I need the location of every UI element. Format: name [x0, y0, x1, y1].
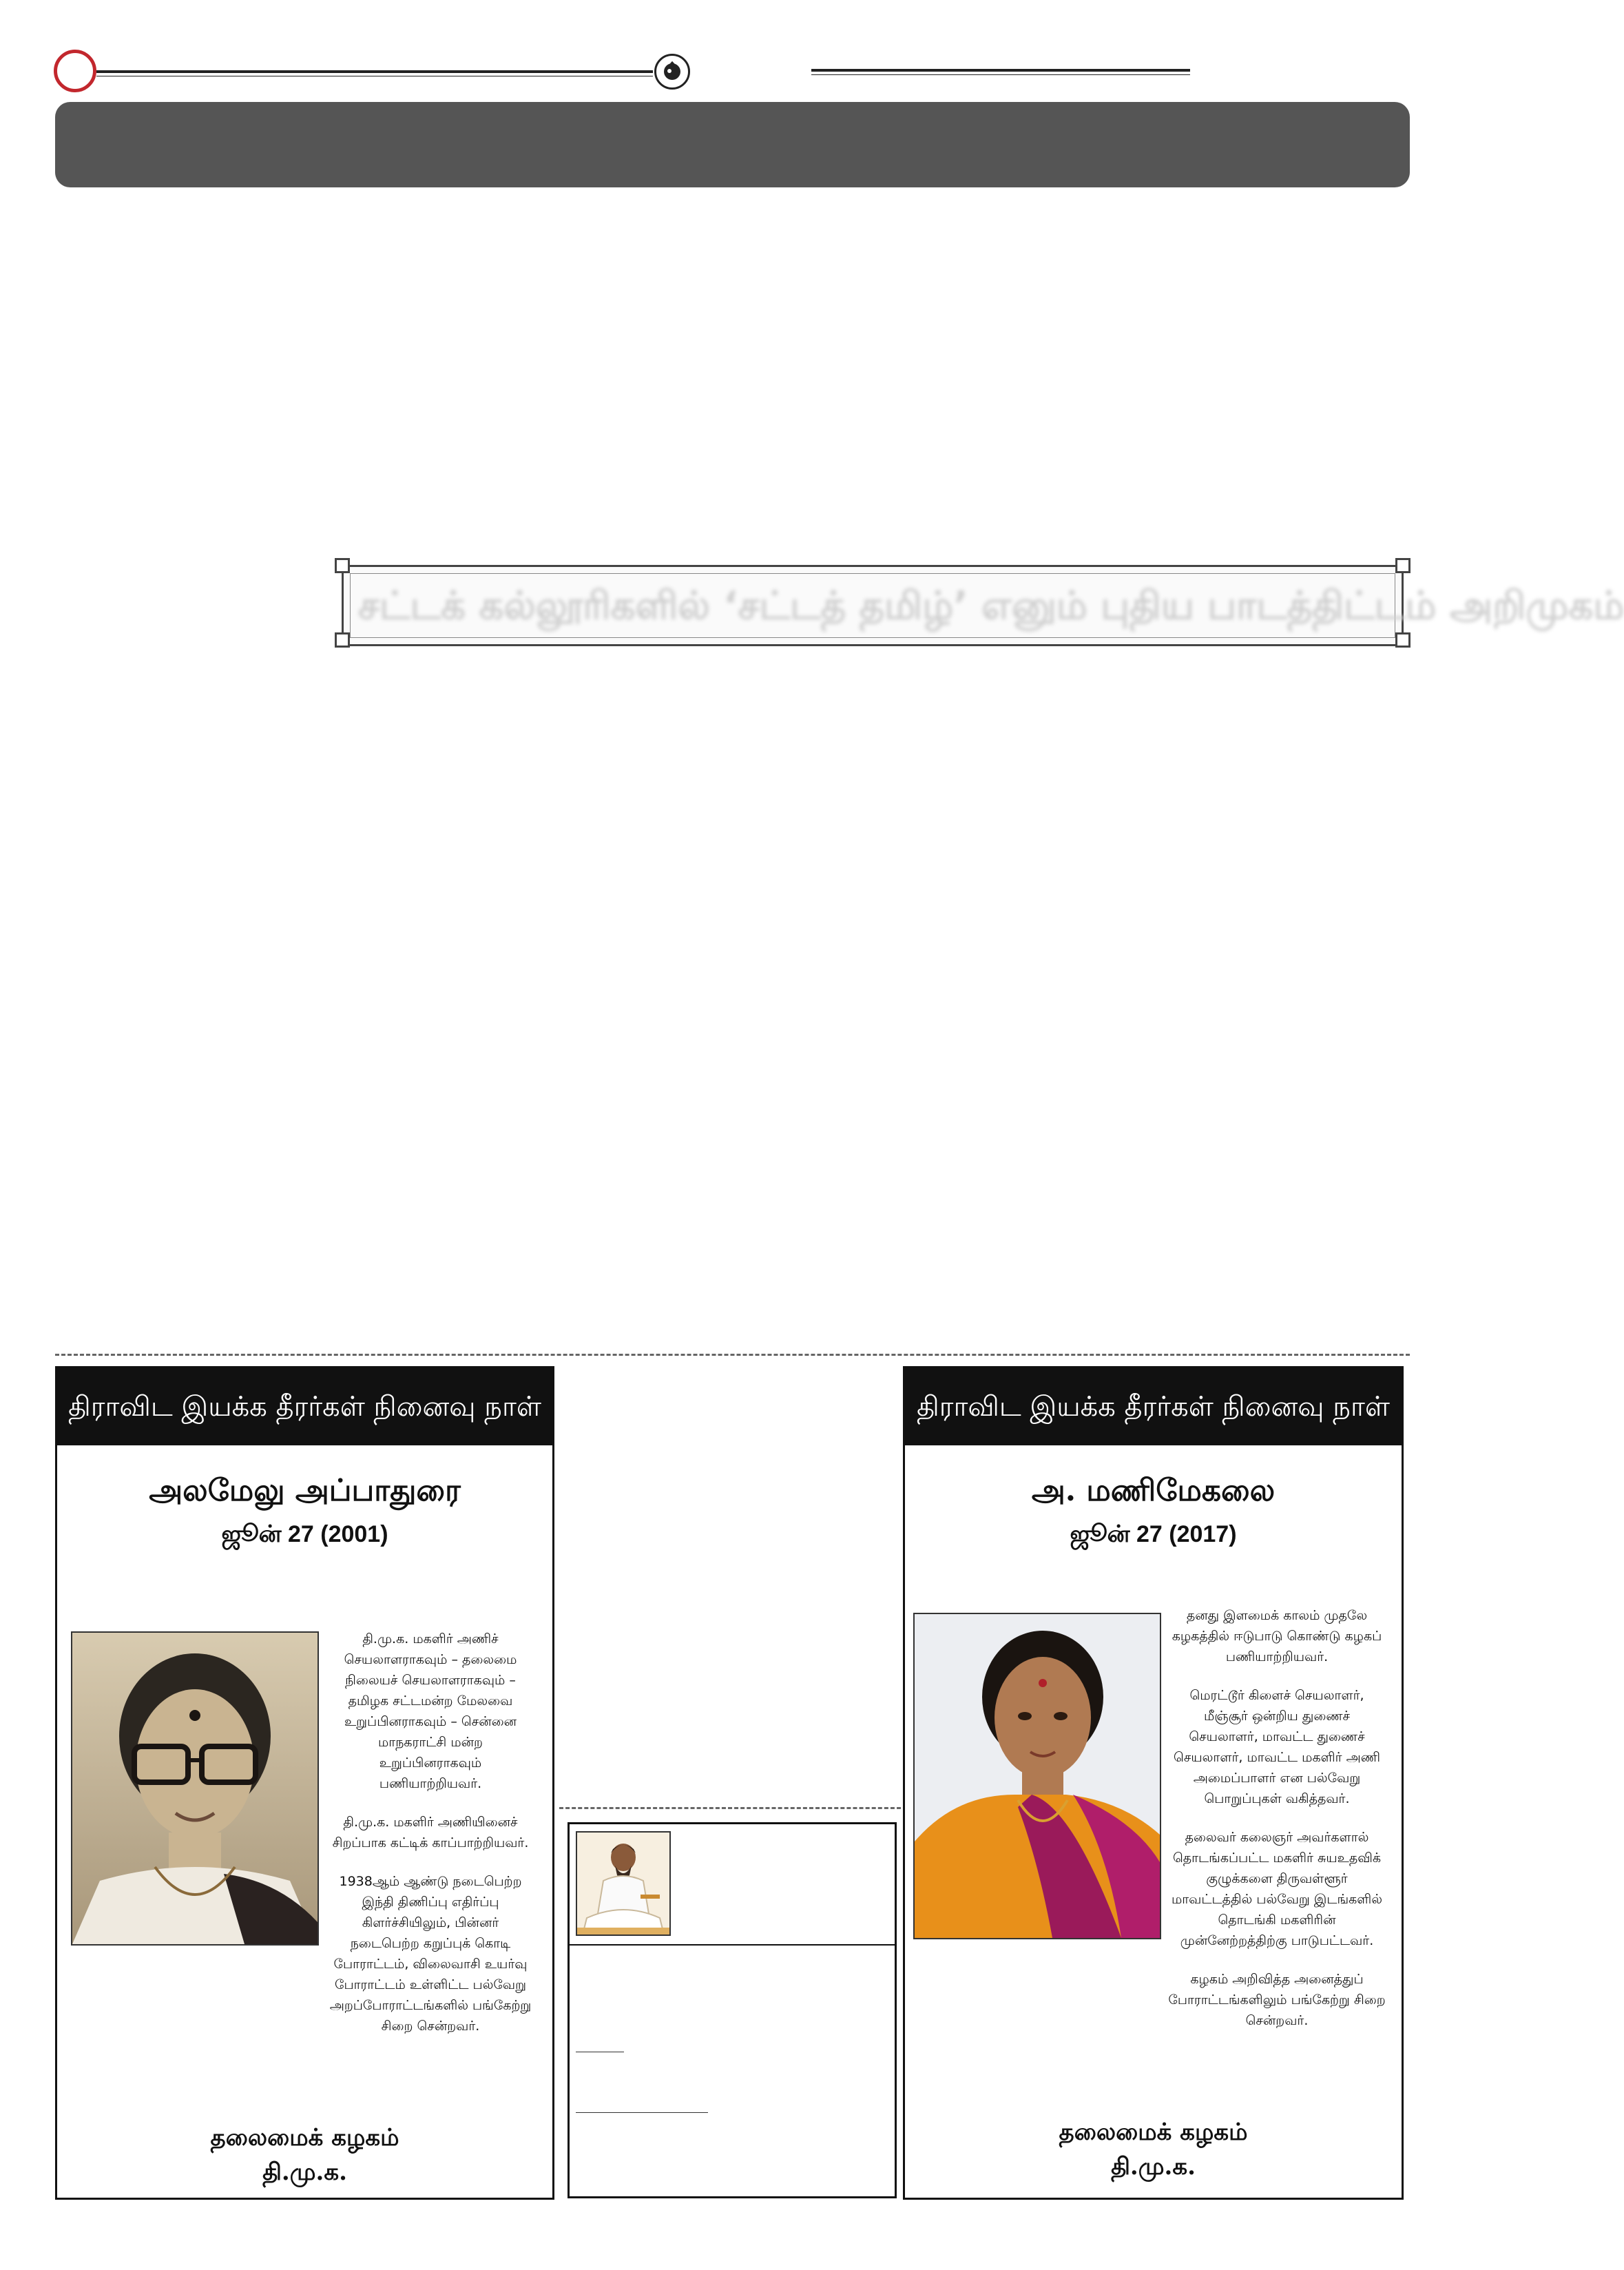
- frame-title-text: சட்டக் கல்லூரிகளில் ‘சட்டத் தமிழ்’ எனும் புதிய பாடத்திட்டம் அறிமுகம்: [358, 584, 1624, 628]
- dashed-separator: [55, 1354, 1410, 1356]
- frame-corner-br: [1395, 632, 1410, 648]
- frame-corner-tr: [1395, 558, 1410, 573]
- bio-paragraph: தனது இளமைக் காலம் முதலே கழகத்தில் ஈடுபாடு கொண்டு கழகப் பணியாற்றியவர்.: [1172, 1608, 1382, 1664]
- thiruvalluvar-illustration: [576, 1831, 671, 1936]
- footer-line2: தி.மு.க.: [262, 2158, 347, 2186]
- bio-paragraph: தி.மு.க. மகளிர் அணியினைச் சிறப்பாக கட்டிக் காப்பாற்றியவர்.: [332, 1815, 529, 1850]
- bio-paragraph: மெரட்டூர் கிளைச் செயலாளர், மீஞ்சூர் ஒன்றிய துணைச் செயலாளர், மாவட்ட துணைச் செயலாளர், மாவட்ட மகளிர் அணி அமைப்பாளர் என பல்வேறு பொறுப்புகள் வகித்தவர்.: [1174, 1688, 1380, 1806]
- card-bio-left: [327, 1629, 534, 2054]
- red-circle-icon: [54, 50, 96, 92]
- memorial-card-left: [55, 1366, 554, 2200]
- card-date: ஜூன் 27 (2001): [221, 1521, 388, 1547]
- card-date: ஜூன் 27 (2017): [1070, 1521, 1237, 1547]
- footer-line2: தி.மு.க.: [1111, 2153, 1196, 2180]
- portrait-photo-right: [913, 1613, 1161, 1939]
- dashed-separator-middle: [559, 1807, 901, 1809]
- frame-corner-bl: [335, 632, 350, 648]
- header-band: [55, 102, 1410, 187]
- card-footer: [57, 2121, 552, 2189]
- bio-paragraph: 1938ஆம் ஆண்டு நடைபெற்ற இந்தி திணிப்பு எதிர்ப்பு கிளர்ச்சியிலும், பின்னர் நடைபெற்ற கறுப்புக் கொடி போராட்டம், விலைவாசி உயர்வு போராட்டம் உள்ளிட்ட பல்வேறு அறப்போராட்டங்களில் பங்கேற்று சிறை சென்றவர்.: [329, 1874, 532, 2034]
- frame-corner-tl: [335, 558, 350, 573]
- portrait-photo-left: [71, 1631, 319, 1946]
- bio-paragraph: தலைவர் கலைஞர் அவர்களால் தொடங்கப்பட்ட மகளிர் சுயஉதவிக் குழுக்களை திருவள்ளூர் மாவட்டத்தில் பல்வேறு இடங்களில் தொடங்கி மகளிரின் முன்னேற்றத்திற்கு பாடுபட்டவர்.: [1171, 1830, 1383, 1948]
- bio-paragraph: தி.மு.க. மகளிர் அணிச் செயலாளராகவும் – தலைமை நிலையச் செயலாளராகவும் – தமிழக சட்டமன்ற மேலவை உறுப்பினராகவும் – சென்னை மாநகராட்சி மன்ற உறுப்பினராகவும் பணியாற்றியவர்.: [344, 1631, 517, 1791]
- card-person-name: அலமேலு அப்பாதுரை: [149, 1473, 461, 1508]
- middle-box-rule: [576, 2112, 708, 2113]
- bio-paragraph: கழகம் அறிவித்த அனைத்துப் போராட்டங்களிலும் பங்கேற்று சிறை சென்றவர்.: [1168, 1972, 1386, 2028]
- middle-box-divider: [568, 1944, 897, 1946]
- card-footer: [905, 2115, 1402, 2184]
- card-heading: திராவிட இயக்க தீரர்கள் நினைவு நாள்: [57, 1368, 552, 1445]
- top-rule-right-thin: [811, 74, 1190, 75]
- card-heading: திராவிட இயக்க தீரர்கள் நினைவு நாள்: [905, 1368, 1402, 1445]
- card-bio-right: [1168, 1605, 1386, 2049]
- memorial-card-right: [903, 1366, 1404, 2200]
- top-rule-left: [96, 70, 653, 73]
- party-logo-icon: [654, 54, 690, 90]
- footer-line1: தலைமைக் கழகம்: [210, 2124, 399, 2152]
- footer-line1: தலைமைக் கழகம்: [1059, 2118, 1248, 2146]
- top-rule-right: [811, 69, 1190, 72]
- card-person-name: அ. மணிமேகலை: [1031, 1473, 1276, 1508]
